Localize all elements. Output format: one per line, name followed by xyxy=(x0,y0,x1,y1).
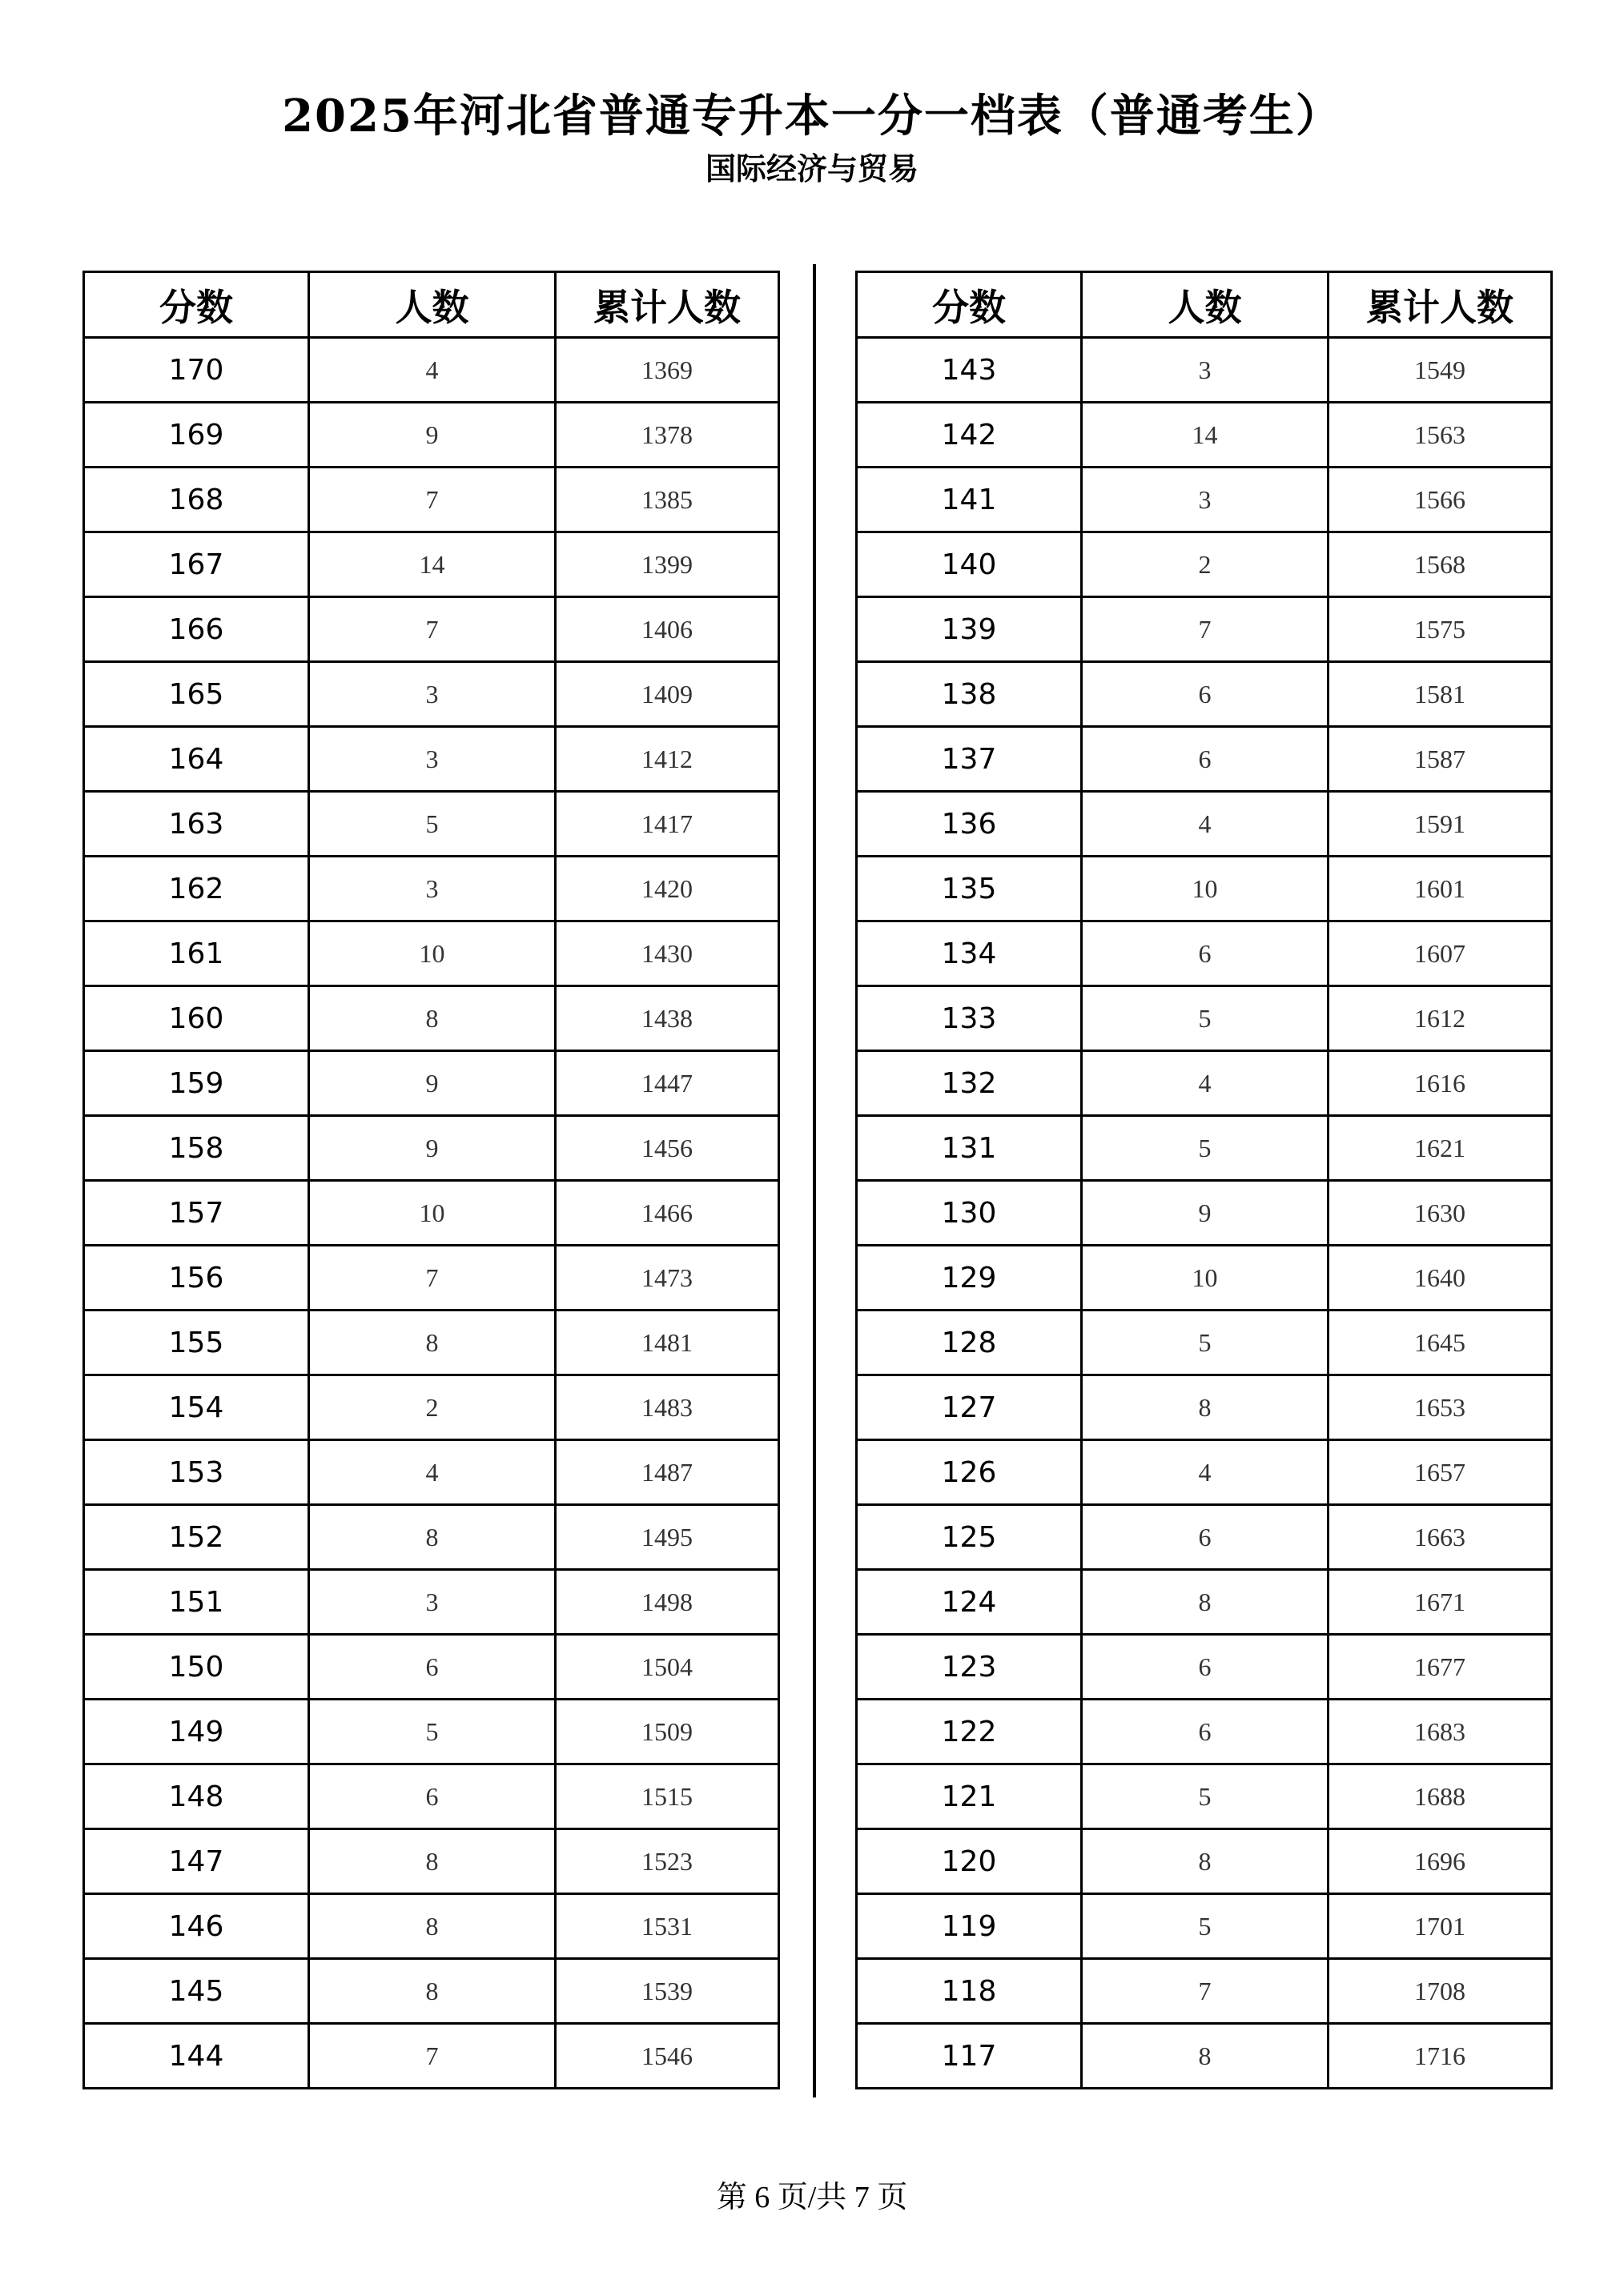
cumulative-cell: 1591 xyxy=(1329,792,1552,857)
count-cell: 8 xyxy=(309,1311,556,1375)
cumulative-cell: 1406 xyxy=(556,597,779,662)
table-row xyxy=(857,1051,1552,1116)
score-cell: 154 xyxy=(84,1375,309,1440)
cumulative-cell: 1563 xyxy=(1329,403,1552,468)
table-row xyxy=(84,2024,779,2089)
count-cell: 6 xyxy=(1082,727,1329,792)
count-cell: 6 xyxy=(309,1764,556,1829)
table-row xyxy=(857,857,1552,921)
score-cell: 130 xyxy=(857,1181,1082,1246)
count-cell: 6 xyxy=(309,1635,556,1700)
score-cell: 145 xyxy=(84,1959,309,2024)
header-count: 人数 xyxy=(309,272,556,338)
cumulative-cell: 1601 xyxy=(1329,857,1552,921)
header-score: 分数 xyxy=(84,272,309,338)
score-cell: 135 xyxy=(857,857,1082,921)
cumulative-cell: 1716 xyxy=(1329,2024,1552,2089)
score-cell: 156 xyxy=(84,1246,309,1311)
score-cell: 117 xyxy=(857,2024,1082,2089)
count-cell: 7 xyxy=(1082,597,1329,662)
cumulative-cell: 1420 xyxy=(556,857,779,921)
table-row xyxy=(857,986,1552,1051)
count-cell: 2 xyxy=(1082,532,1329,597)
score-cell: 158 xyxy=(84,1116,309,1181)
cumulative-cell: 1466 xyxy=(556,1181,779,1246)
score-cell: 160 xyxy=(84,986,309,1051)
major-subtitle: 国际经济与贸易 xyxy=(705,151,919,187)
score-cell: 161 xyxy=(84,921,309,986)
count-cell: 6 xyxy=(1082,921,1329,986)
table-row xyxy=(857,1375,1552,1440)
cumulative-cell: 1417 xyxy=(556,792,779,857)
table-row xyxy=(84,986,779,1051)
cumulative-cell: 1399 xyxy=(556,532,779,597)
score-cell: 136 xyxy=(857,792,1082,857)
cumulative-cell: 1575 xyxy=(1329,597,1552,662)
score-cell: 118 xyxy=(857,1959,1082,2024)
cumulative-cell: 1531 xyxy=(556,1894,779,1959)
count-cell: 14 xyxy=(1082,403,1329,468)
header-score: 分数 xyxy=(857,272,1082,338)
table-row xyxy=(84,1764,779,1829)
table-row xyxy=(84,532,779,597)
count-cell: 4 xyxy=(1082,1440,1329,1505)
table-row xyxy=(84,1894,779,1959)
cumulative-cell: 1568 xyxy=(1329,532,1552,597)
score-cell: 140 xyxy=(857,532,1082,597)
cumulative-cell: 1657 xyxy=(1329,1440,1552,1505)
cumulative-cell: 1498 xyxy=(556,1570,779,1635)
cumulative-cell: 1663 xyxy=(1329,1505,1552,1570)
score-cell: 169 xyxy=(84,403,309,468)
table-row xyxy=(84,1570,779,1635)
score-cell: 148 xyxy=(84,1764,309,1829)
table-row xyxy=(857,662,1552,727)
count-cell: 8 xyxy=(309,986,556,1051)
table-header-row xyxy=(857,272,1552,338)
cumulative-cell: 1473 xyxy=(556,1246,779,1311)
count-cell: 9 xyxy=(309,1116,556,1181)
table-row xyxy=(84,1700,779,1764)
page-title: 2025年河北省普通专升本一分一档表（普通考生） xyxy=(282,90,1342,142)
table-row xyxy=(84,921,779,986)
score-cell: 128 xyxy=(857,1311,1082,1375)
cumulative-cell: 1539 xyxy=(556,1959,779,2024)
cumulative-cell: 1653 xyxy=(1329,1375,1552,1440)
count-cell: 2 xyxy=(309,1375,556,1440)
score-cell: 126 xyxy=(857,1440,1082,1505)
count-cell: 3 xyxy=(309,857,556,921)
table-row xyxy=(857,532,1552,597)
score-cell: 139 xyxy=(857,597,1082,662)
score-cell: 151 xyxy=(84,1570,309,1635)
column-divider xyxy=(813,264,816,2097)
cumulative-cell: 1385 xyxy=(556,468,779,532)
table-row xyxy=(857,1570,1552,1635)
score-cell: 121 xyxy=(857,1764,1082,1829)
cumulative-cell: 1630 xyxy=(1329,1181,1552,1246)
cumulative-cell: 1616 xyxy=(1329,1051,1552,1116)
table-row xyxy=(84,662,779,727)
score-cell: 168 xyxy=(84,468,309,532)
count-cell: 8 xyxy=(309,1959,556,2024)
count-cell: 10 xyxy=(309,1181,556,1246)
table-row xyxy=(84,857,779,921)
table-row xyxy=(84,1959,779,2024)
table-row xyxy=(857,1700,1552,1764)
score-cell: 164 xyxy=(84,727,309,792)
table-row xyxy=(857,1181,1552,1246)
cumulative-cell: 1438 xyxy=(556,986,779,1051)
table-row xyxy=(84,597,779,662)
count-cell: 6 xyxy=(1082,1635,1329,1700)
table-row xyxy=(84,338,779,403)
score-cell: 162 xyxy=(84,857,309,921)
table-row xyxy=(857,1440,1552,1505)
table-row xyxy=(857,1959,1552,2024)
header-cumulative: 累计人数 xyxy=(556,272,779,338)
score-cell: 142 xyxy=(857,403,1082,468)
table-row xyxy=(857,921,1552,986)
score-cell: 133 xyxy=(857,986,1082,1051)
count-cell: 5 xyxy=(1082,1764,1329,1829)
score-cell: 153 xyxy=(84,1440,309,1505)
cumulative-cell: 1487 xyxy=(556,1440,779,1505)
count-cell: 4 xyxy=(1082,1051,1329,1116)
score-cell: 129 xyxy=(857,1246,1082,1311)
table-row xyxy=(857,727,1552,792)
table-row xyxy=(84,1311,779,1375)
cumulative-cell: 1378 xyxy=(556,403,779,468)
count-cell: 3 xyxy=(1082,468,1329,532)
score-cell: 123 xyxy=(857,1635,1082,1700)
count-cell: 5 xyxy=(309,792,556,857)
count-cell: 5 xyxy=(1082,986,1329,1051)
table-row xyxy=(84,1505,779,1570)
table-row xyxy=(84,403,779,468)
cumulative-cell: 1430 xyxy=(556,921,779,986)
cumulative-cell: 1495 xyxy=(556,1505,779,1570)
count-cell: 10 xyxy=(1082,857,1329,921)
score-cell: 152 xyxy=(84,1505,309,1570)
score-cell: 159 xyxy=(84,1051,309,1116)
count-cell: 4 xyxy=(1082,792,1329,857)
score-cell: 146 xyxy=(84,1894,309,1959)
cumulative-cell: 1566 xyxy=(1329,468,1552,532)
count-cell: 6 xyxy=(1082,1700,1329,1764)
cumulative-cell: 1549 xyxy=(1329,338,1552,403)
cumulative-cell: 1645 xyxy=(1329,1311,1552,1375)
score-cell: 141 xyxy=(857,468,1082,532)
table-row xyxy=(857,792,1552,857)
cumulative-cell: 1688 xyxy=(1329,1764,1552,1829)
table-row xyxy=(84,468,779,532)
cumulative-cell: 1546 xyxy=(556,2024,779,2089)
table-row xyxy=(857,1505,1552,1570)
cumulative-cell: 1447 xyxy=(556,1051,779,1116)
count-cell: 10 xyxy=(1082,1246,1329,1311)
table-row xyxy=(857,403,1552,468)
score-cell: 144 xyxy=(84,2024,309,2089)
count-cell: 7 xyxy=(309,468,556,532)
count-cell: 7 xyxy=(309,1246,556,1311)
cumulative-cell: 1696 xyxy=(1329,1829,1552,1894)
count-cell: 8 xyxy=(309,1894,556,1959)
score-cell: 167 xyxy=(84,532,309,597)
cumulative-cell: 1607 xyxy=(1329,921,1552,986)
table-row xyxy=(857,1829,1552,1894)
table-row xyxy=(857,1635,1552,1700)
score-cell: 143 xyxy=(857,338,1082,403)
table-row xyxy=(857,338,1552,403)
cumulative-cell: 1481 xyxy=(556,1311,779,1375)
table-row xyxy=(84,1375,779,1440)
count-cell: 8 xyxy=(1082,1829,1329,1894)
page-footer: 第 6 页/共 7 页 xyxy=(716,2181,908,2214)
score-cell: 127 xyxy=(857,1375,1082,1440)
score-cell: 120 xyxy=(857,1829,1082,1894)
count-cell: 3 xyxy=(309,662,556,727)
count-cell: 3 xyxy=(309,727,556,792)
score-cell: 157 xyxy=(84,1181,309,1246)
score-cell: 137 xyxy=(857,727,1082,792)
cumulative-cell: 1456 xyxy=(556,1116,779,1181)
score-cell: 125 xyxy=(857,1505,1082,1570)
count-cell: 5 xyxy=(1082,1894,1329,1959)
cumulative-cell: 1708 xyxy=(1329,1959,1552,2024)
count-cell: 9 xyxy=(1082,1181,1329,1246)
table-row xyxy=(84,727,779,792)
table-row xyxy=(857,1764,1552,1829)
table-body-right xyxy=(857,338,1552,2089)
count-cell: 7 xyxy=(309,597,556,662)
score-cell: 132 xyxy=(857,1051,1082,1116)
table-row xyxy=(857,1311,1552,1375)
count-cell: 8 xyxy=(309,1829,556,1894)
table-body-left xyxy=(84,338,779,2089)
table-row xyxy=(857,1894,1552,1959)
table-header-row xyxy=(84,272,779,338)
table-row xyxy=(857,597,1552,662)
cumulative-cell: 1369 xyxy=(556,338,779,403)
count-cell: 5 xyxy=(1082,1116,1329,1181)
table-row xyxy=(84,1181,779,1246)
cumulative-cell: 1483 xyxy=(556,1375,779,1440)
score-cell: 124 xyxy=(857,1570,1082,1635)
count-cell: 4 xyxy=(309,1440,556,1505)
table-row xyxy=(84,1116,779,1181)
score-cell: 163 xyxy=(84,792,309,857)
cumulative-cell: 1412 xyxy=(556,727,779,792)
count-cell: 3 xyxy=(1082,338,1329,403)
cumulative-cell: 1581 xyxy=(1329,662,1552,727)
score-cell: 134 xyxy=(857,921,1082,986)
count-cell: 7 xyxy=(309,2024,556,2089)
count-cell: 4 xyxy=(309,338,556,403)
score-cell: 119 xyxy=(857,1894,1082,1959)
cumulative-cell: 1671 xyxy=(1329,1570,1552,1635)
cumulative-cell: 1504 xyxy=(556,1635,779,1700)
table-row xyxy=(84,1246,779,1311)
table-row xyxy=(857,2024,1552,2089)
score-cell: 150 xyxy=(84,1635,309,1700)
score-cell: 131 xyxy=(857,1116,1082,1181)
score-cell: 166 xyxy=(84,597,309,662)
count-cell: 8 xyxy=(1082,1375,1329,1440)
count-cell: 10 xyxy=(309,921,556,986)
count-cell: 9 xyxy=(309,403,556,468)
table-row xyxy=(857,1116,1552,1181)
cumulative-cell: 1677 xyxy=(1329,1635,1552,1700)
count-cell: 8 xyxy=(1082,1570,1329,1635)
count-cell: 5 xyxy=(1082,1311,1329,1375)
count-cell: 8 xyxy=(1082,2024,1329,2089)
score-table-left xyxy=(82,271,780,2089)
table-row xyxy=(84,1440,779,1505)
cumulative-cell: 1640 xyxy=(1329,1246,1552,1311)
count-cell: 3 xyxy=(309,1570,556,1635)
count-cell: 9 xyxy=(309,1051,556,1116)
cumulative-cell: 1683 xyxy=(1329,1700,1552,1764)
cumulative-cell: 1509 xyxy=(556,1700,779,1764)
cumulative-cell: 1621 xyxy=(1329,1116,1552,1181)
table-row xyxy=(857,468,1552,532)
score-cell: 155 xyxy=(84,1311,309,1375)
cumulative-cell: 1587 xyxy=(1329,727,1552,792)
count-cell: 7 xyxy=(1082,1959,1329,2024)
cumulative-cell: 1409 xyxy=(556,662,779,727)
count-cell: 6 xyxy=(1082,662,1329,727)
header-count: 人数 xyxy=(1082,272,1329,338)
score-table-right xyxy=(855,271,1553,2089)
table-row xyxy=(84,1051,779,1116)
cumulative-cell: 1701 xyxy=(1329,1894,1552,1959)
table-row xyxy=(84,1829,779,1894)
count-cell: 6 xyxy=(1082,1505,1329,1570)
header-cumulative: 累计人数 xyxy=(1329,272,1552,338)
score-cell: 138 xyxy=(857,662,1082,727)
table-row xyxy=(84,1635,779,1700)
table-row xyxy=(84,792,779,857)
cumulative-cell: 1523 xyxy=(556,1829,779,1894)
cumulative-cell: 1612 xyxy=(1329,986,1552,1051)
cumulative-cell: 1515 xyxy=(556,1764,779,1829)
score-cell: 149 xyxy=(84,1700,309,1764)
count-cell: 5 xyxy=(309,1700,556,1764)
score-cell: 165 xyxy=(84,662,309,727)
score-cell: 122 xyxy=(857,1700,1082,1764)
table-row xyxy=(857,1246,1552,1311)
count-cell: 14 xyxy=(309,532,556,597)
score-cell: 170 xyxy=(84,338,309,403)
count-cell: 8 xyxy=(309,1505,556,1570)
score-cell: 147 xyxy=(84,1829,309,1894)
